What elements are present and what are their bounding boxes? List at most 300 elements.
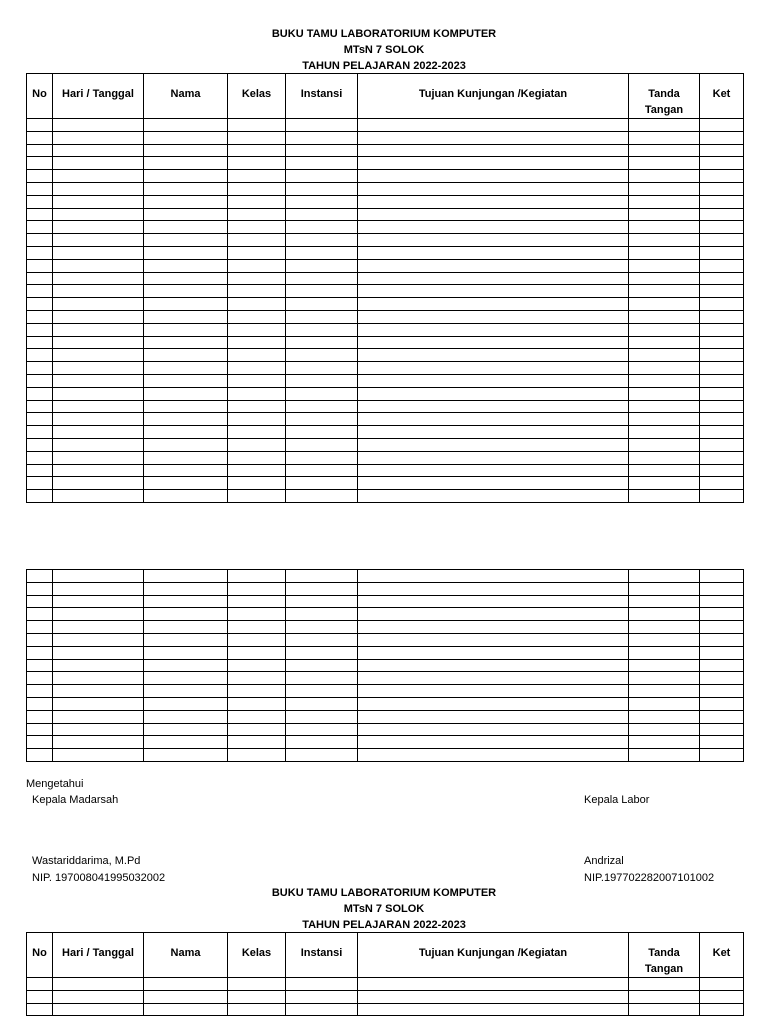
table-cell <box>629 119 700 132</box>
table-cell <box>27 374 53 387</box>
table-cell <box>700 464 744 477</box>
table-cell <box>286 208 358 221</box>
table-cell <box>629 272 700 285</box>
table-cell <box>228 336 286 349</box>
table-cell <box>700 413 744 426</box>
title-line-3-page2: TAHUN PELAJARAN 2022-2023 <box>302 919 466 931</box>
table-cell <box>53 298 144 311</box>
table-cell <box>228 990 286 1003</box>
table-cell <box>144 595 228 608</box>
col-ket: Ket <box>700 933 744 978</box>
guest-table-2 <box>26 569 744 762</box>
table-cell <box>144 362 228 375</box>
table-cell <box>358 608 629 621</box>
table-cell <box>27 710 53 723</box>
table-cell <box>228 119 286 132</box>
table-cell <box>228 400 286 413</box>
table-cell <box>27 208 53 221</box>
kepala-madrasah-nip: NIP. 197008041995032002 <box>32 872 166 884</box>
table-cell <box>700 710 744 723</box>
table-row <box>27 582 744 595</box>
table-cell <box>144 477 228 490</box>
table-cell <box>700 349 744 362</box>
table-cell <box>27 1003 53 1016</box>
table-cell <box>358 298 629 311</box>
col-tanda-line1: Tanda <box>648 88 680 100</box>
table-row <box>27 119 744 132</box>
table-cell <box>286 464 358 477</box>
table-cell <box>286 736 358 749</box>
table-cell <box>228 1003 286 1016</box>
table-cell <box>629 697 700 710</box>
table-cell <box>358 464 629 477</box>
table-cell <box>228 978 286 991</box>
table-row <box>27 451 744 464</box>
table-cell <box>286 310 358 323</box>
table-cell <box>629 246 700 259</box>
table-cell <box>228 477 286 490</box>
table-cell <box>358 749 629 762</box>
title-line-2: MTsN 7 SOLOK <box>343 44 425 56</box>
table-cell <box>358 400 629 413</box>
table-cell <box>700 234 744 247</box>
table-cell <box>700 285 744 298</box>
table-cell <box>27 298 53 311</box>
table-cell <box>144 310 228 323</box>
table-row <box>27 221 744 234</box>
table-1-body <box>27 119 744 503</box>
table-cell <box>53 170 144 183</box>
col-tanda-line1: Tanda <box>648 947 680 959</box>
table-cell <box>286 723 358 736</box>
table-cell <box>358 259 629 272</box>
table-cell <box>53 608 144 621</box>
table-row <box>27 374 744 387</box>
table-cell <box>53 157 144 170</box>
table-cell <box>700 426 744 439</box>
table-cell <box>53 310 144 323</box>
table-cell <box>358 119 629 132</box>
table-cell <box>228 208 286 221</box>
table-cell <box>228 349 286 362</box>
table-cell <box>286 646 358 659</box>
kepala-madrasah-title: Kepala Madarsah <box>32 794 119 806</box>
col-hari-tanggal: Hari / Tanggal <box>53 74 144 119</box>
table-cell <box>228 362 286 375</box>
kepala-labor-title: Kepala Labor <box>584 794 650 806</box>
table-cell <box>629 659 700 672</box>
table-cell <box>286 633 358 646</box>
col-instansi: Instansi <box>286 74 358 119</box>
table-cell <box>53 221 144 234</box>
table-row <box>27 195 744 208</box>
table-cell <box>286 195 358 208</box>
table-cell <box>144 646 228 659</box>
table-cell <box>53 285 144 298</box>
table-cell <box>27 582 53 595</box>
table-cell <box>358 736 629 749</box>
table-cell <box>629 259 700 272</box>
table-cell <box>53 621 144 634</box>
table-cell <box>27 749 53 762</box>
table-cell <box>700 659 744 672</box>
table-cell <box>53 246 144 259</box>
table-cell <box>53 336 144 349</box>
table-cell <box>144 426 228 439</box>
table-cell <box>27 387 53 400</box>
table-cell <box>144 119 228 132</box>
table-cell <box>629 298 700 311</box>
table-cell <box>629 646 700 659</box>
table-cell <box>629 387 700 400</box>
table-cell <box>144 234 228 247</box>
table-row <box>27 723 744 736</box>
table-cell <box>286 477 358 490</box>
col-no: No <box>27 933 53 978</box>
table-cell <box>286 349 358 362</box>
table-cell <box>144 259 228 272</box>
table-cell <box>228 144 286 157</box>
table-cell <box>358 144 629 157</box>
table-cell <box>27 426 53 439</box>
title-line-2-page2: MTsN 7 SOLOK <box>343 903 425 915</box>
table-row <box>27 490 744 503</box>
table-cell <box>286 451 358 464</box>
table-cell <box>629 195 700 208</box>
table-cell <box>286 697 358 710</box>
table-cell <box>700 298 744 311</box>
table-row <box>27 595 744 608</box>
table-cell <box>144 621 228 634</box>
table-cell <box>53 413 144 426</box>
table-cell <box>144 387 228 400</box>
title-line-1: BUKU TAMU LABORATORIUM KOMPUTER <box>271 28 497 40</box>
col-kelas: Kelas <box>228 74 286 119</box>
table-cell <box>700 685 744 698</box>
table-cell <box>629 990 700 1003</box>
table-cell <box>629 170 700 183</box>
table-cell <box>700 195 744 208</box>
table-cell <box>144 400 228 413</box>
col-tanda-line2: Tangan <box>644 104 684 116</box>
table-cell <box>27 119 53 132</box>
table-cell <box>144 438 228 451</box>
table-cell <box>27 464 53 477</box>
table-cell <box>358 195 629 208</box>
table-cell <box>228 131 286 144</box>
table-cell <box>144 285 228 298</box>
table-row <box>27 323 744 336</box>
title-line-1-page2: BUKU TAMU LABORATORIUM KOMPUTER <box>271 887 497 899</box>
table-cell <box>700 570 744 583</box>
table-cell <box>27 131 53 144</box>
table-cell <box>286 285 358 298</box>
table-cell <box>228 595 286 608</box>
col-no: No <box>27 74 53 119</box>
table-row <box>27 749 744 762</box>
table-cell <box>286 710 358 723</box>
table-row <box>27 285 744 298</box>
table-cell <box>53 374 144 387</box>
table-cell <box>700 336 744 349</box>
table-cell <box>228 157 286 170</box>
table-cell <box>700 400 744 413</box>
table-cell <box>228 259 286 272</box>
table-cell <box>629 672 700 685</box>
table-row <box>27 234 744 247</box>
col-tanda-tangan <box>629 74 700 119</box>
table-cell <box>358 723 629 736</box>
table-cell <box>228 710 286 723</box>
table-cell <box>700 646 744 659</box>
table-cell <box>228 298 286 311</box>
table-row <box>27 131 744 144</box>
table-cell <box>700 170 744 183</box>
table-cell <box>27 182 53 195</box>
table-cell <box>629 685 700 698</box>
table-cell <box>27 157 53 170</box>
table-cell <box>228 697 286 710</box>
table-cell <box>228 621 286 634</box>
table-cell <box>700 608 744 621</box>
table-cell <box>27 400 53 413</box>
table-cell <box>629 426 700 439</box>
table-cell <box>27 259 53 272</box>
table-cell <box>53 595 144 608</box>
table-cell <box>144 413 228 426</box>
table-cell <box>27 221 53 234</box>
col-instansi: Instansi <box>286 933 358 978</box>
table-cell <box>629 710 700 723</box>
table-cell <box>53 426 144 439</box>
table-row <box>27 438 744 451</box>
mengetahui-label: Mengetahui <box>26 778 84 790</box>
table-row <box>27 633 744 646</box>
table-cell <box>286 749 358 762</box>
table-cell <box>144 710 228 723</box>
table-cell <box>228 490 286 503</box>
table-cell <box>700 621 744 634</box>
col-nama: Nama <box>144 74 228 119</box>
table-cell <box>144 451 228 464</box>
table-cell <box>358 374 629 387</box>
col-ket: Ket <box>700 74 744 119</box>
table-cell <box>228 272 286 285</box>
table-cell <box>27 595 53 608</box>
table-cell <box>629 978 700 991</box>
table-cell <box>228 451 286 464</box>
col-tujuan: Tujuan Kunjungan /Kegiatan <box>358 933 629 978</box>
table-cell <box>286 490 358 503</box>
table-cell <box>700 272 744 285</box>
table-cell <box>144 374 228 387</box>
table-cell <box>629 221 700 234</box>
table-cell <box>700 362 744 375</box>
table-cell <box>144 298 228 311</box>
table-cell <box>53 659 144 672</box>
table-row <box>27 672 744 685</box>
table-row <box>27 362 744 375</box>
table-cell <box>144 349 228 362</box>
table-cell <box>228 387 286 400</box>
table-cell <box>286 234 358 247</box>
table-cell <box>629 595 700 608</box>
table-cell <box>27 990 53 1003</box>
table-cell <box>629 451 700 464</box>
table-row <box>27 208 744 221</box>
table-cell <box>700 310 744 323</box>
table-cell <box>27 646 53 659</box>
table-cell <box>358 221 629 234</box>
table-cell <box>27 413 53 426</box>
table-cell <box>228 570 286 583</box>
table-row <box>27 1003 744 1016</box>
table-cell <box>228 659 286 672</box>
table-cell <box>53 990 144 1003</box>
table-row <box>27 736 744 749</box>
table-cell <box>27 195 53 208</box>
table-cell <box>629 749 700 762</box>
table-cell <box>144 978 228 991</box>
table-cell <box>358 595 629 608</box>
table-cell <box>27 144 53 157</box>
table-cell <box>700 259 744 272</box>
table-cell <box>144 170 228 183</box>
table-cell <box>700 144 744 157</box>
table-cell <box>629 234 700 247</box>
table-cell <box>629 582 700 595</box>
table-cell <box>53 362 144 375</box>
table-cell <box>27 272 53 285</box>
table-cell <box>358 387 629 400</box>
table-cell <box>53 736 144 749</box>
table-cell <box>629 182 700 195</box>
table-cell <box>53 697 144 710</box>
table-row <box>27 400 744 413</box>
table-cell <box>144 272 228 285</box>
table-cell <box>53 208 144 221</box>
table-cell <box>53 633 144 646</box>
col-tanda-line2: Tangan <box>644 963 684 975</box>
col-hari-tanggal: Hari / Tanggal <box>53 933 144 978</box>
table-cell <box>144 464 228 477</box>
table-cell <box>144 221 228 234</box>
table-cell <box>700 246 744 259</box>
table-row <box>27 259 744 272</box>
table-row <box>27 349 744 362</box>
table-cell <box>286 336 358 349</box>
table-cell <box>27 490 53 503</box>
table-cell <box>144 208 228 221</box>
table-row <box>27 697 744 710</box>
table-cell <box>629 621 700 634</box>
table-cell <box>286 608 358 621</box>
table-row <box>27 310 744 323</box>
table-row <box>27 464 744 477</box>
table-cell <box>286 659 358 672</box>
kepala-labor-name: Andrizal <box>584 855 624 867</box>
table-cell <box>228 374 286 387</box>
table-cell <box>228 323 286 336</box>
table-cell <box>700 131 744 144</box>
table-cell <box>27 685 53 698</box>
table-cell <box>358 362 629 375</box>
table-cell <box>53 582 144 595</box>
table-row <box>27 621 744 634</box>
table-cell <box>629 464 700 477</box>
table-cell <box>358 646 629 659</box>
table-cell <box>53 1003 144 1016</box>
table-cell <box>286 595 358 608</box>
table-cell <box>629 144 700 157</box>
table-cell <box>228 464 286 477</box>
table-row <box>27 387 744 400</box>
table-cell <box>228 234 286 247</box>
table-row <box>27 170 744 183</box>
table-cell <box>144 685 228 698</box>
table-cell <box>228 182 286 195</box>
table-cell <box>629 413 700 426</box>
table-cell <box>700 477 744 490</box>
table-cell <box>53 400 144 413</box>
table-cell <box>228 633 286 646</box>
table-cell <box>358 285 629 298</box>
table-cell <box>629 362 700 375</box>
table-cell <box>700 182 744 195</box>
table-cell <box>700 749 744 762</box>
table-row <box>27 990 744 1003</box>
table-row <box>27 710 744 723</box>
table-3-body <box>27 978 744 1016</box>
table-cell <box>27 723 53 736</box>
table-cell <box>629 310 700 323</box>
table-cell <box>144 697 228 710</box>
table-cell <box>53 685 144 698</box>
table-cell <box>228 438 286 451</box>
table-cell <box>53 438 144 451</box>
guest-table-1 <box>26 73 744 503</box>
table-cell <box>358 710 629 723</box>
table-cell <box>53 234 144 247</box>
table-cell <box>228 195 286 208</box>
table-cell <box>286 387 358 400</box>
col-kelas: Kelas <box>228 933 286 978</box>
table-cell <box>144 490 228 503</box>
table-cell <box>53 672 144 685</box>
table-cell <box>358 570 629 583</box>
table-cell <box>53 477 144 490</box>
table-cell <box>228 246 286 259</box>
table-row <box>27 477 744 490</box>
table-cell <box>700 119 744 132</box>
table-cell <box>27 349 53 362</box>
table-row <box>27 413 744 426</box>
table-cell <box>286 621 358 634</box>
table-cell <box>700 451 744 464</box>
table-cell <box>358 633 629 646</box>
table-cell <box>228 736 286 749</box>
table-cell <box>286 672 358 685</box>
table-cell <box>358 426 629 439</box>
table-row <box>27 685 744 698</box>
table-cell <box>700 723 744 736</box>
table-cell <box>27 285 53 298</box>
table-cell <box>228 646 286 659</box>
table-cell <box>286 570 358 583</box>
table-row <box>27 157 744 170</box>
table-cell <box>629 723 700 736</box>
table-cell <box>286 374 358 387</box>
